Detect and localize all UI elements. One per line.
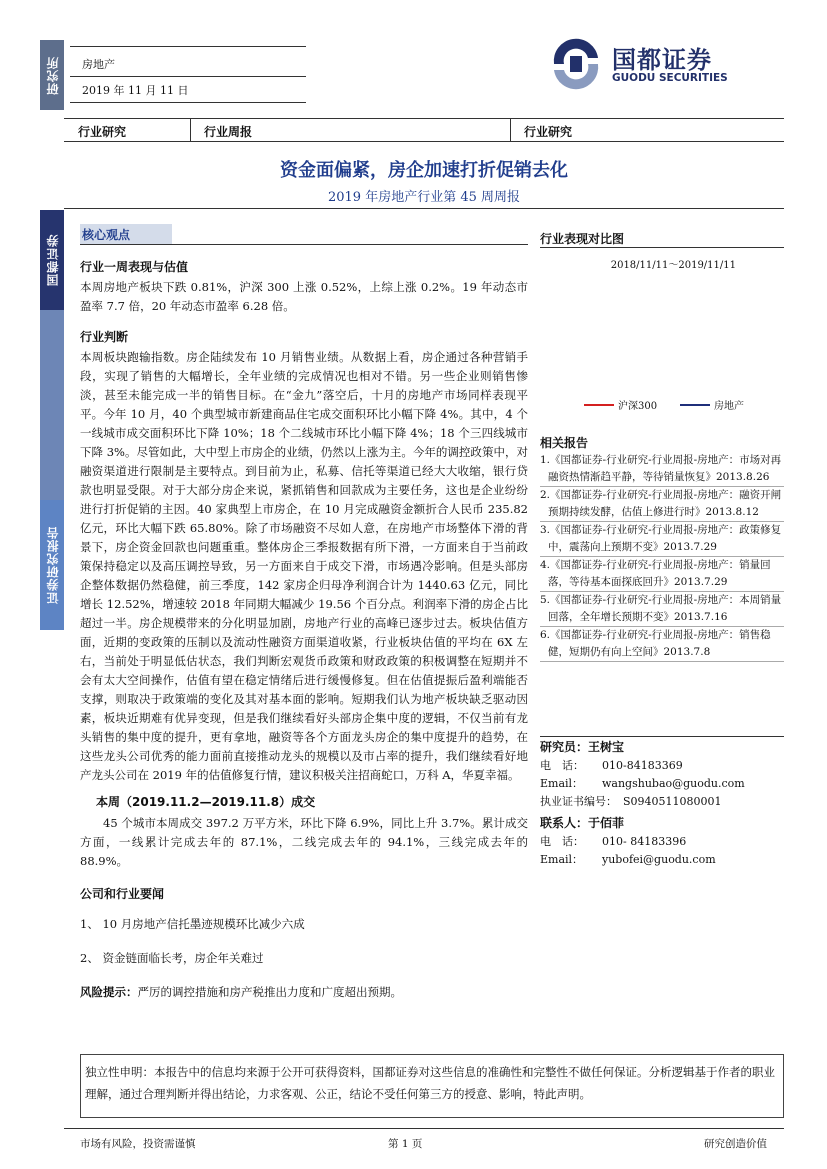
- header-sector: 房地产: [82, 58, 115, 71]
- chart-title: 行业表现对比图: [540, 232, 625, 246]
- category-industry-research-right: 行业研究: [524, 125, 573, 139]
- related-report-link[interactable]: 1.《国都证券-行业研究-行业周报-房地产：市场对再融资热情渐趋平静，等待销量恢复》2013.8.26: [540, 452, 784, 487]
- performance-text: 本周房地产板块下跌 0.81%，沪深 300 上涨 0.52%，上综上涨 0.2%。19 年动态市盈率 7.7 倍，20 年动态市盈率 6.28 倍。: [80, 280, 528, 313]
- section-heading-judgment: 行业判断: [80, 330, 129, 344]
- logo-subtitle: GUODU SECURITIES: [612, 72, 728, 84]
- analyst-block: [540, 738, 784, 811]
- main-column: [80, 250, 528, 1000]
- related-report-link[interactable]: 5.《国都证券-行业研究-行业周报-房地产：本周销量回落，全年增长预期不变》2013.7.16: [540, 592, 784, 627]
- risk-text: 严厉的调控措施和房产税推出力度和广度超出预期。: [137, 985, 402, 999]
- legend-real-estate: 房地产: [680, 397, 744, 412]
- side-label-research-institute: 研究所: [40, 40, 64, 110]
- page-subtitle: 2019 年房地产行业第 45 周周报: [327, 190, 521, 205]
- company-logo: [548, 36, 758, 92]
- disclaimer-box: 独立性申明：本报告中的信息均来源于公开可获得资料，国都证券对这些信息的准确性和完整性不做任何保证。分析逻辑基于作者的职业理解，通过合理判断并得出结论，力求客观、公正，结论不受任何第三方的授意、影响，特此声明。: [80, 1054, 784, 1118]
- analyst-cert-label: 执业证书编号：: [540, 795, 617, 808]
- related-report-link[interactable]: 3.《国都证券-行业研究-行业周报-房地产：政策修复中，震荡向上预期不变》2013.7.29: [540, 522, 784, 557]
- section-heading-performance: 行业一周表现与估值: [80, 260, 189, 274]
- legend-hs300: 沪深300: [584, 397, 657, 412]
- section-heading-news: 公司和行业要闻: [80, 887, 165, 901]
- legend-swatch-real-estate: [680, 404, 710, 406]
- related-report-link[interactable]: 2.《国都证券-行业研究-行业周报-房地产：融资开闸预期持续发酵，估值上修进行时》2013.8.12: [540, 487, 784, 522]
- analyst-email-label: Email：: [540, 777, 584, 790]
- chart-date-range: 2018/11/11～2019/11/11: [610, 260, 736, 271]
- logo-emblem-icon: [548, 36, 604, 92]
- section-heading-weekly-transactions: 本周（2019.11.2—2019.11.8）成交: [96, 795, 316, 809]
- logo-name: 国都证券: [612, 46, 712, 74]
- related-report-link[interactable]: 6.《国都证券-行业研究-行业周报-房地产：销售稳健，短期仍有向上空间》2013.7.8: [540, 627, 784, 662]
- category-industry-research: 行业研究: [78, 125, 127, 139]
- analyst-phone: 010-84183369: [602, 759, 683, 772]
- page-number: 第 1 页: [388, 1138, 423, 1150]
- analyst-email[interactable]: wangshubao@guodu.com: [602, 777, 745, 790]
- footer-risk-note: 市场有风险，投资需谨慎: [80, 1138, 196, 1150]
- page-title: 资金面偏紧，房企加速打折促销去化: [280, 160, 568, 181]
- header-date: 2019 年 11 月 11 日: [82, 84, 189, 97]
- category-weekly: 行业周报: [204, 125, 253, 139]
- contact-email-label: Email：: [540, 853, 584, 866]
- contact-name: 联系人：于佰菲: [540, 816, 625, 830]
- contact-block: [540, 814, 784, 869]
- judgment-text: 本周板块跑输指数。房企陆续发布 10 月销售业绩。从数据上看，房企通过各种营销手段，实现了销售的大幅增长，全年业绩的完成情况也相对不错。另一些企业则销售惨淡，甚至未能完成一半的销售目标。在“金九”落空后，十月的房地产市场同样表现平平。今年 10 月，40 个典型城市新建商品住宅成交面积环比小幅下降 4%。其中，4 个一线城市成交面积环比下降 10%；18 个二线城市环比小幅下降 4%；18 个三四线城市下降 3%。尽管如此，大中型上市房企的业绩，仍然以上涨为主。今年的调控政策中，对融资渠道进行限制是主要特点。到目前为止，私募、信托等渠道已经大大收缩，银行贷款也明显受限。对于大部分房企来说，紧抓销售和回款成为主要任务，这也是企业纷纷进行打折促销的主因。40 家典型上市房企，在 10 月完成融资金额折合人民币 235.82 亿元，环比大幅下跌 65.80%。除了市场融资不尽如人意，在房地产市场整体下滑的背景下，房企资金回款也问题重重。整体房企三季报数据有所下滑，一方面来自于当前政策保持稳定以及高压调控导致，另一方面来自于成交下滑，市场遇冷影响。但是头部房企整体数据仍然稳健，前三季度，142 家房企归母净利润合计为 1440.63 亿元，同比增长 12.52%，增速较 2018 年同期大幅减少 19.56 个百分点。利润率下滑的房企占比超过一半。房企规模带来的分化明显加剧，房地产行业的高峰已逐步过去。板块估值方面，近期的变政策的压制以及流动性融资方面渠道收紧，行业板块估值的平均在 6X 左右，当前处于明显低估状态，我们判断宏观货币政策和财政政策的积极调整在短期并不会有太大空间操作，估值有望在稳定情绪后进行缓慢修复。但在估值提振后盈利端能否支撑，则取决于政策端的变化及其对基本面的影响。短期我们认为地产板块缺乏驱动因素，板块近期难有优异变现，但是我们继续看好头部房企集中度的逻辑，不仅当前有龙头销售的集中度的提升，更有拿地，融资等各个方面龙头房企的集中度提升的趋势，在这些龙头公司优秀的能力面前直接推动龙头的规模以及市占率的提升，我们继续看好地产龙头公司在 2019 年的估值修复行情，建议积极关注招商蛇口，万科 A，华夏幸福。: [80, 350, 528, 782]
- analyst-cert: S0940511080001: [623, 795, 722, 808]
- contact-email[interactable]: yubofei@guodu.com: [602, 853, 716, 866]
- related-reports-list: [540, 452, 784, 662]
- legend-swatch-hs300: [584, 404, 614, 406]
- risk-warning: [80, 984, 528, 1000]
- analyst-phone-label: 电 话：: [540, 759, 584, 772]
- news-item: 1、 10 月房地产信托墨迹规模环比减少六成: [80, 917, 305, 931]
- contact-phone-label: 电 话：: [540, 835, 584, 848]
- news-item: 2、 资金链面临长考，房企年关难过: [80, 951, 264, 965]
- category-bar: [64, 118, 784, 142]
- related-reports-title: 相关报告: [540, 436, 589, 450]
- weekly-transactions-text: 45 个城市本周成交 397.2 万平方米，环比下降 6.9%，同比上升 3.7%。累计成交方面，一线累计完成去年的 87.1%，二线完成去年的 94.1%，三线完成去年的 88.9%。: [80, 816, 528, 868]
- related-report-link[interactable]: 4.《国都证券-行业研究-行业周报-房地产：销量回落，等待基本面探底回升》2013.7.29: [540, 557, 784, 592]
- core-viewpoint-label: 核心观点: [80, 224, 172, 244]
- side-label-report-type: 证券研究报告: [40, 500, 64, 630]
- footer-slogan: 研究创造价值: [704, 1138, 767, 1150]
- analyst-name: 研究员：王树宝: [540, 740, 625, 754]
- risk-label: 风险提示：: [80, 985, 138, 999]
- contact-phone: 010- 84183396: [602, 835, 687, 848]
- side-label-company: 国都证券: [40, 210, 64, 310]
